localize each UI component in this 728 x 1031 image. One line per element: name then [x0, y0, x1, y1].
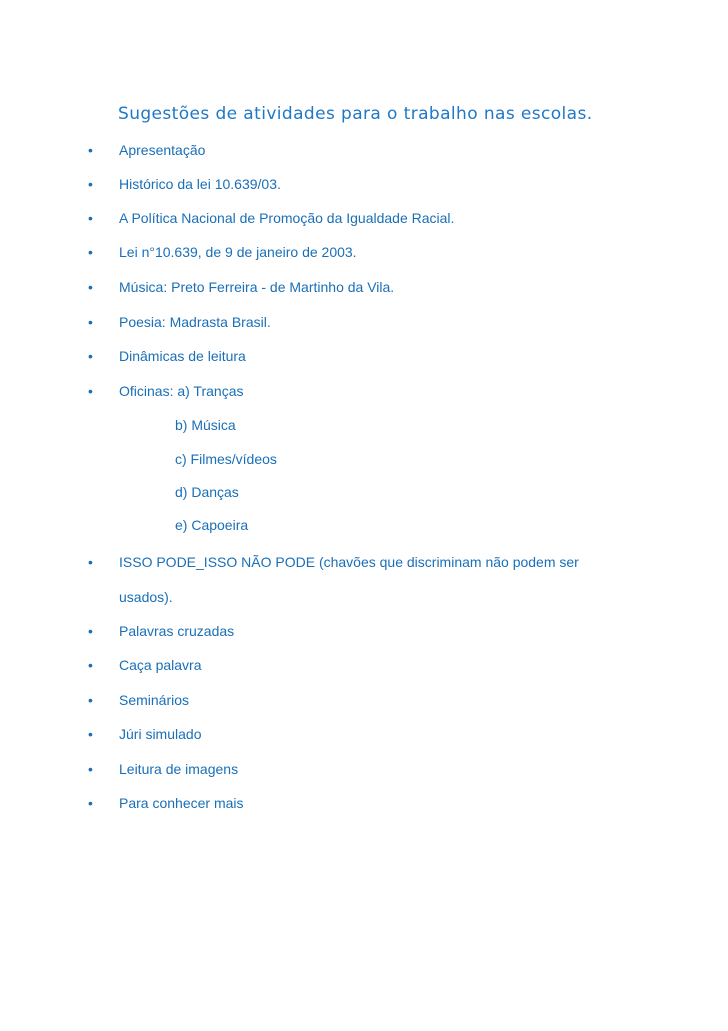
- list-item-text: usados).: [119, 589, 173, 605]
- list-item-text: Caça palavra: [119, 657, 202, 673]
- list-item: [0, 208, 728, 228]
- list-item-text: Histórico da lei 10.639/03.: [119, 176, 281, 192]
- list-item: [0, 346, 728, 366]
- list-item: [0, 793, 728, 813]
- list-item: [0, 140, 728, 160]
- page-title: Sugestões de atividades para o trabalho nas escolas.: [118, 104, 593, 124]
- list-item-text: Para conhecer mais: [119, 795, 244, 811]
- bullet-icon: •: [88, 383, 93, 399]
- list-item: [0, 724, 728, 744]
- list-item-text: Júri simulado: [119, 726, 202, 742]
- bullet-icon: •: [88, 176, 93, 192]
- list-item: [0, 759, 728, 779]
- list-item-text: Oficinas: a) Tranças: [119, 383, 244, 399]
- sub-list-item: [0, 415, 728, 435]
- list-item: [0, 277, 728, 297]
- bullet-icon: •: [88, 244, 93, 260]
- bullet-icon: •: [88, 554, 93, 570]
- bullet-icon: •: [88, 279, 93, 295]
- list-item: [0, 312, 728, 332]
- list-item: [0, 174, 728, 194]
- list-item-text: c) Filmes/vídeos: [175, 451, 277, 467]
- list-item: [0, 621, 728, 641]
- sub-list-item: [0, 449, 728, 469]
- bullet-icon: •: [88, 623, 93, 639]
- list-item: [0, 242, 728, 262]
- sub-list-item: [0, 515, 728, 535]
- list-item-text: Leitura de imagens: [119, 761, 239, 777]
- sub-list-item: [0, 482, 728, 502]
- bullet-icon: •: [88, 348, 93, 364]
- list-item-text: ISSO PODE_ISSO NÃO PODE (chavões que discriminam não podem ser: [119, 554, 579, 570]
- list-item-text: d) Danças: [175, 484, 239, 500]
- list-item-text: Música: Preto Ferreira - de Martinho da Vila.: [119, 279, 395, 295]
- list-item-text: b) Música: [175, 417, 236, 433]
- list-item-text: Poesia: Madrasta Brasil.: [119, 314, 271, 330]
- list-item-text: Apresentação: [119, 142, 206, 158]
- bullet-icon: •: [88, 795, 93, 811]
- list-item-text: e) Capoeira: [175, 517, 249, 533]
- list-item: [0, 655, 728, 675]
- list-item: [0, 552, 728, 572]
- list-item: [0, 690, 728, 710]
- list-item-text: Lei n°10.639, de 9 de janeiro de 2003.: [119, 244, 357, 260]
- bullet-icon: •: [88, 657, 93, 673]
- bullet-icon: •: [88, 314, 93, 330]
- list-item-continuation: [0, 587, 728, 607]
- list-item-text: A Política Nacional de Promoção da Igualdade Racial.: [119, 210, 455, 226]
- list-item-text: Palavras cruzadas: [119, 623, 235, 639]
- bullet-icon: •: [88, 142, 93, 158]
- list-item-text: Dinâmicas de leitura: [119, 348, 246, 364]
- bullet-icon: •: [88, 726, 93, 742]
- list-item-text: Seminários: [119, 692, 190, 708]
- bullet-icon: •: [88, 761, 93, 777]
- bullet-icon: •: [88, 692, 93, 708]
- list-item: [0, 381, 728, 401]
- bullet-icon: •: [88, 210, 93, 226]
